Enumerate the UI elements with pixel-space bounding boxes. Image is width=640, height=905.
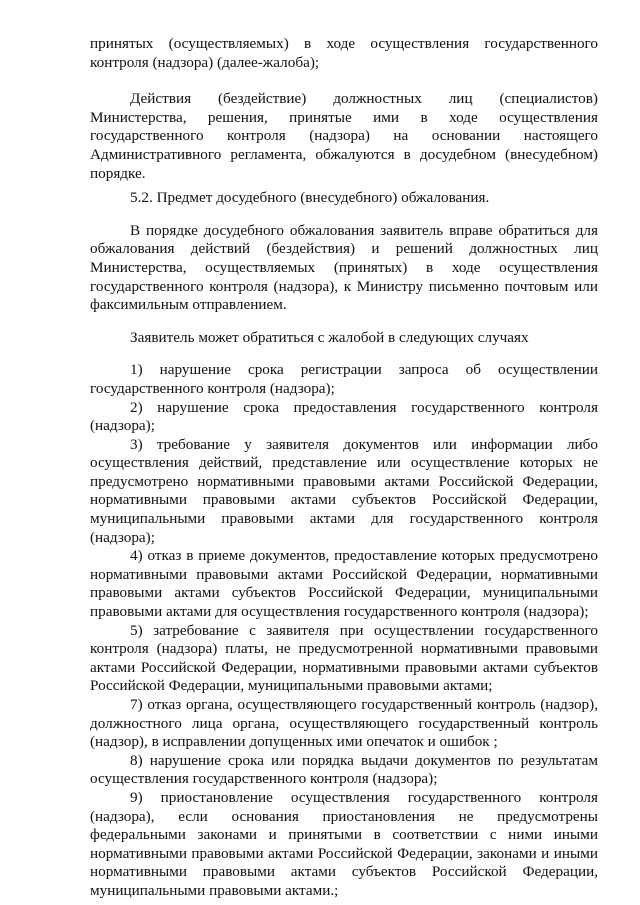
paragraph-appeal-procedure: Действия (бездействие) должностных лиц (специалистов) Министерства, решения, принятые ими в ходе осуществления государственного контроля (надзора) на основании настоящего Административного регламента, обжалуются в досудебном (внесудебном) порядке. — [90, 90, 598, 182]
paragraph-complaint-definition: принятых (осуществляемых) в ходе осуществления государственного контроля (надзора) (далее-жалоба); — [90, 35, 598, 71]
list-item-3: 3) требование у заявителя документов или информации либо осуществления действий, представление или осуществление которых не предусмотрено нормативными правовыми актами Российской Федерации, нормативными правовыми актами субъектов Российской Федерации, муниципальными правовыми актами для государственного контроля (надзора); — [90, 435, 598, 546]
list-item-1: 1) нарушение срока регистрации запроса об осуществлении государственного контроля (надзора); — [90, 361, 598, 397]
paragraph-cases-intro: Заявитель может обратиться с жалобой в следующих случаях — [130, 328, 529, 346]
section-heading-5-2: 5.2. Предмет досудебного (внесудебного) обжалования. — [130, 189, 490, 207]
list-item-5: 5) затребование с заявителя при осуществлении государственного контроля (надзора) платы, не предусмотренной нормативными правовыми актами Российской Федерации, нормативными правовыми актами субъектов Российской Федерации, муниципальными правовыми актами; — [90, 621, 598, 695]
list-item-7: 7) отказ органа, осуществляющего государственный контроль (надзор), должностного лица органа, осуществляющего государственный контроль (надзор), в исправлении допущенных ими опечаток и ошибок ; — [90, 696, 598, 751]
list-item-4: 4) отказ в приеме документов, предоставление которых предусмотрено нормативными правовыми актами Российской Федерации, нормативными правовыми актами субъектов Российской Федерации, муниципальными правовыми актами для осуществления государственного контроля (надзора); — [90, 547, 598, 621]
list-item-2: 2) нарушение срока предоставления государственного контроля (надзора); — [90, 398, 598, 435]
list-item-8: 8) нарушение срока или порядка выдачи документов по результатам осуществления государственного контроля (надзора); — [90, 751, 598, 788]
paragraph-appeal-right: В порядке досудебного обжалования заявитель вправе обратиться для обжалования действий (бездействия) и решений должностных лиц Министерства, осуществляемых (принятых) в ходе осуществления государственного контроля (надзора), к Министру письменно почтовым или факсимильным отправлением. — [90, 221, 598, 314]
list-item-9: 9) приостановление осуществления государственного контроля (надзора), если основания приостановления не предусмотрены федеральными законами и принятыми в соответствии с ними иными нормативными правовыми актами Российской Федерации, законами и иными нормативными правовыми актами субъектов Российской Федерации, муниципальными правовыми актами.; — [90, 788, 598, 899]
